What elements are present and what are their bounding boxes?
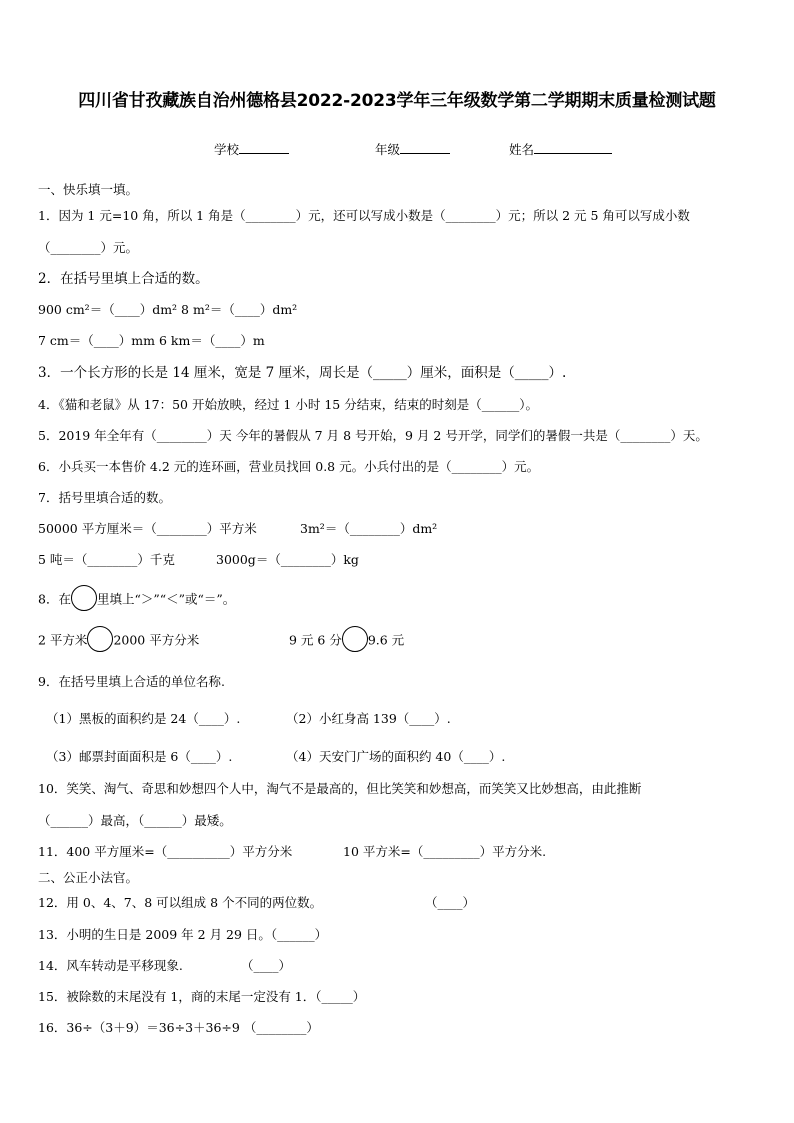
question-11-item-1: 11．400 平方厘米=（__________）平方分米 (38, 844, 293, 859)
page-title: 四川省甘孜藏族自治州德格县2022-2023学年三年级数学第二学期期末质量检测试题 (78, 91, 716, 111)
question-15: 15．被除数的末尾没有 1，商的末尾一定没有 1．（_____） (38, 989, 366, 1004)
question-2-line-2: 7 cm＝（____）mm 6 km＝（____）m (38, 333, 265, 348)
question-11-item-2: 10 平方米=（_________）平方分米. (343, 844, 547, 859)
question-2-title: 2．在括号里填上合适的数。 (38, 271, 209, 287)
question-8-right-2: 9.6 元 (367, 632, 405, 648)
question-2-line-1: 900 cm²＝（____）dm² 8 m²＝（____）dm² (38, 302, 298, 317)
answer-circle[interactable] (342, 626, 368, 652)
section-heading-1: 一、快乐填一填。 (38, 182, 139, 197)
question-1-line-1: 1．因为 1 元=10 角，所以 1 角是（________）元，还可以写成小数是（________）元；所以 2 元 5 角可以写成小数 (38, 208, 690, 223)
question-9-item-4: （4）天安门广场的面积约 40（____）. (286, 749, 506, 764)
question-9-item-1: （1）黑板的面积约是 24（____）. (46, 711, 241, 726)
question-4: 4．《猫和老鼠》从 17：50 开始放映，经过 1 小时 15 分结束，结束的时刻是（______）。 (38, 397, 538, 412)
school-field (214, 141, 289, 158)
question-8-left-2: 9 元 6 分 (289, 632, 342, 648)
question-7-item-4: 3000g＝（________）kg (216, 552, 359, 567)
question-13: 13．小明的生日是 2009 年 2 月 29 日。（______） (38, 927, 328, 942)
answer-circle[interactable] (71, 585, 97, 611)
question-3: 3．一个长方形的长是 14 厘米，宽是 7 厘米，周长是（_____）厘米，面积是（_____）. (38, 365, 567, 381)
question-8-right-1: 2000 平方分米 (113, 632, 200, 648)
school-label: 学校 (214, 142, 240, 157)
question-7-title: 7．括号里填合适的数。 (38, 490, 171, 505)
question-7-item-3: 5 吨＝（________）千克 (38, 552, 175, 567)
name-label: 姓名 (509, 142, 535, 157)
question-12-answer: （____） (425, 895, 476, 910)
question-8-left-1: 2 平方米 (38, 632, 88, 648)
question-14: 14．风车转动是平移现象. (38, 958, 183, 973)
grade-field (375, 141, 450, 158)
section-heading-2: 二、公正小法官。 (38, 870, 139, 885)
grade-label: 年级 (375, 142, 401, 157)
question-16: 16．36÷（3＋9）＝36÷3＋36÷9 （________） (38, 1020, 319, 1035)
question-8-text-1: 8．在 (38, 591, 71, 607)
question-12: 12．用 0、4、7、8 可以组成 8 个不同的两位数。 (38, 895, 323, 910)
name-blank[interactable] (534, 141, 612, 154)
question-7-item-2: 3m²＝（________）dm² (300, 521, 438, 536)
question-10-line-1: 10．笑笑、淘气、奇思和妙想四个人中，淘气不是最高的，但比笑笑和妙想高，而笑笑又比妙想高，由此推断 (38, 781, 642, 796)
question-8-text-2: 里填上“＞”“＜”或“＝”。 (96, 591, 236, 607)
question-8-title (38, 589, 235, 611)
answer-circle[interactable] (87, 626, 113, 652)
question-5: 5．2019 年全年有（________）天 今年的暑假从 7 月 8 号开始，9 月 2 号开学，同学们的暑假一共是（________）天。 (38, 428, 708, 443)
question-14-answer: （____） (241, 958, 292, 973)
question-9-item-2: （2）小红身高 139（____）. (286, 711, 451, 726)
question-10-line-2: （______）最高，（______）最矮。 (38, 813, 232, 828)
question-7-item-1: 50000 平方厘米＝（________）平方米 (38, 521, 257, 536)
question-6: 6．小兵买一本售价 4.2 元的连环画，营业员找回 0.8 元。小兵付出的是（________）元。 (38, 459, 540, 474)
question-1-line-2: （________）元。 (38, 240, 139, 255)
question-8-item-1 (38, 630, 199, 652)
grade-blank[interactable] (400, 141, 450, 154)
question-9-title: 9．在括号里填上合适的单位名称. (38, 674, 225, 689)
name-field (509, 141, 612, 158)
question-9-item-3: （3）邮票封面面积是 6（____）. (46, 749, 233, 764)
question-8-item-2 (289, 630, 404, 652)
school-blank[interactable] (239, 141, 289, 154)
